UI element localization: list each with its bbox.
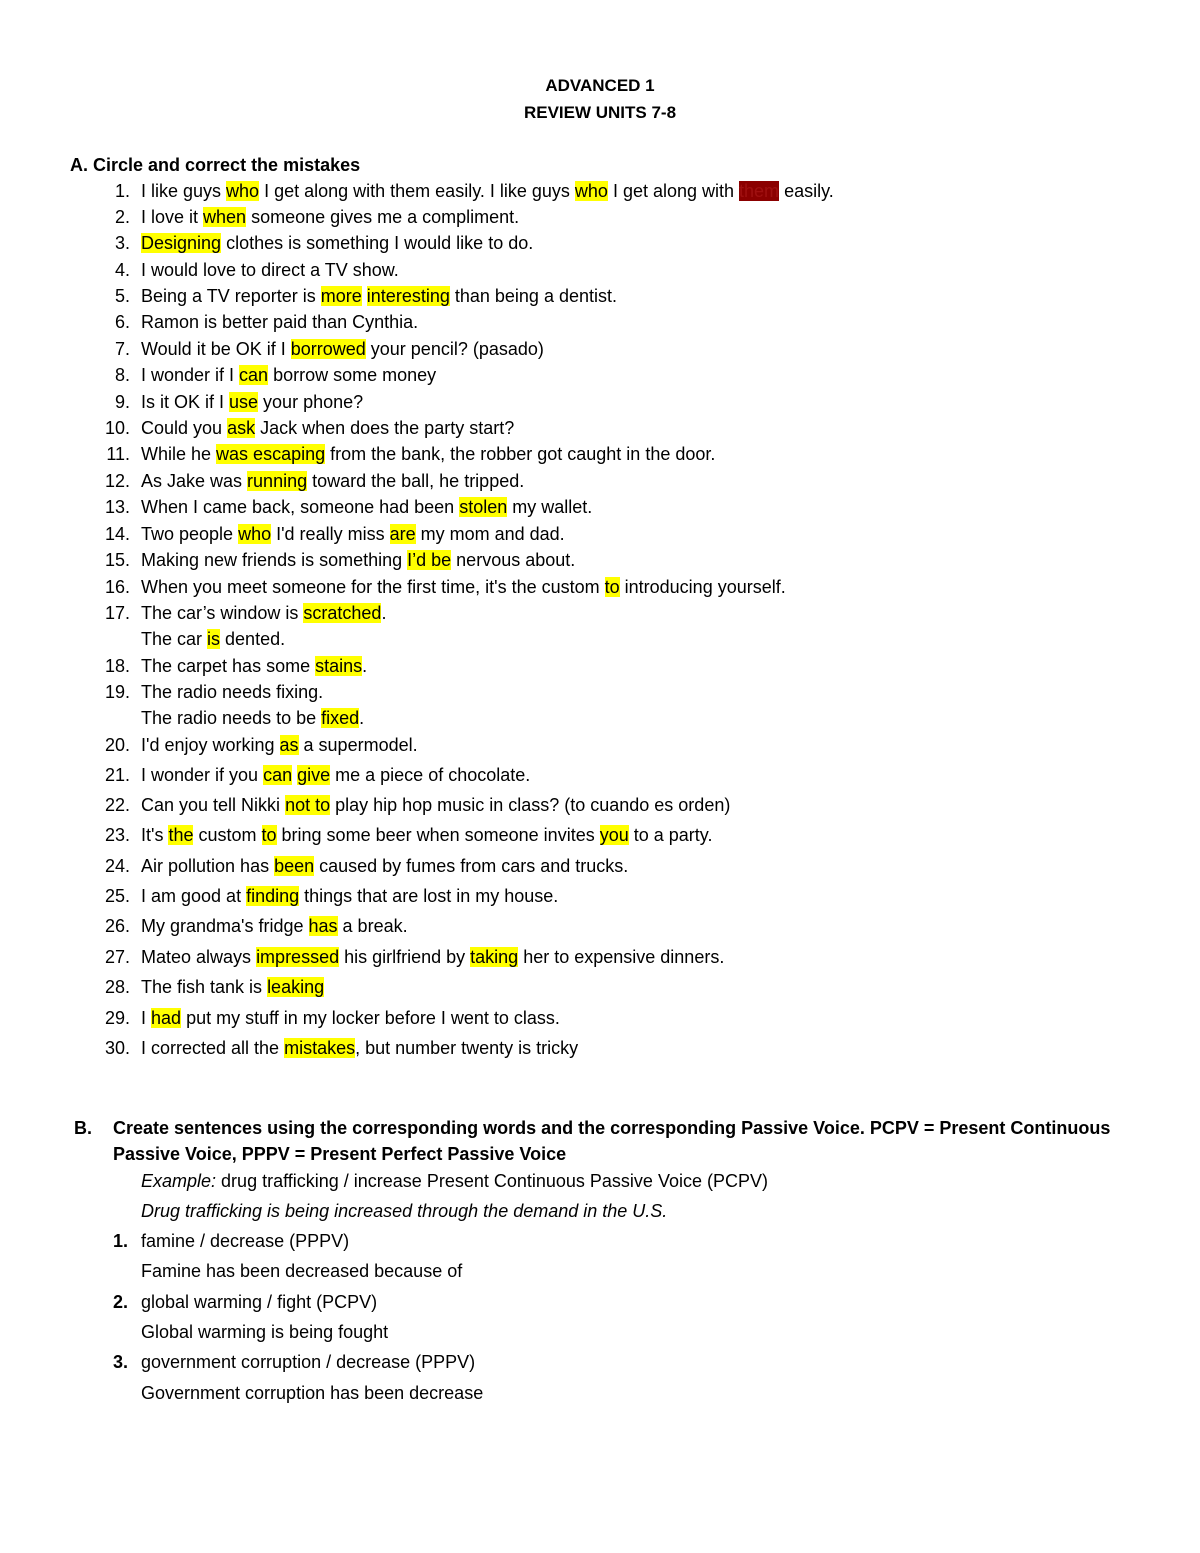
highlighted-text: use — [229, 392, 259, 412]
highlighted-text: was escaping — [216, 444, 326, 464]
plain-text: put my stuff in my locker before I went to class. — [181, 1008, 560, 1028]
highlighted-text: as — [279, 735, 299, 755]
highlighted-text: more — [320, 286, 362, 306]
plain-text: While he — [141, 444, 217, 464]
list-item — [0, 575, 1200, 599]
plain-text: I am good at — [141, 886, 247, 906]
exercise-answer: Global warming is being fought — [141, 1322, 389, 1342]
plain-text: Making new friends is something — [141, 550, 408, 570]
item-number: 1. — [114, 181, 130, 201]
item-text — [141, 575, 786, 599]
item-text — [141, 205, 519, 229]
item-text — [141, 469, 524, 493]
item-text — [141, 390, 363, 414]
list-item — [0, 763, 1200, 787]
item-number: 4. — [114, 260, 130, 280]
item-number: 9. — [114, 392, 130, 412]
plain-text: . — [362, 656, 368, 676]
item-text — [141, 854, 628, 878]
example-label: Example: — [141, 1171, 217, 1191]
item-number: 3. — [112, 1352, 128, 1372]
highlighted-text: who — [238, 524, 272, 544]
list-item — [0, 884, 1200, 908]
list-item — [0, 258, 1200, 282]
item-text — [141, 548, 575, 572]
highlighted-text: Designing — [141, 233, 222, 253]
item-text — [141, 416, 514, 440]
item-number: 3. — [114, 233, 130, 253]
plain-text: Can you tell Nikki — [141, 795, 286, 815]
plain-text: his girlfriend by — [339, 947, 471, 967]
example-answer: Drug trafficking is being increased through the demand in the U.S. — [141, 1201, 668, 1221]
item-text — [141, 258, 399, 282]
list-item — [0, 205, 1200, 229]
highlighted-text: borrowed — [290, 339, 366, 359]
highlighted-text: give — [297, 765, 331, 785]
plain-text: Jack when does the party start? — [255, 418, 515, 438]
exercise-answer-row — [0, 1320, 1200, 1344]
highlighted-text: had — [151, 1008, 182, 1028]
highlighted-text: to — [604, 577, 620, 597]
plain-text: me a piece of chocolate. — [330, 765, 531, 785]
plain-text: toward the ball, he tripped. — [307, 471, 525, 491]
list-item — [0, 654, 1200, 678]
example-prompt-line — [141, 1169, 768, 1193]
item-text — [141, 337, 544, 361]
item-number: 17. — [104, 603, 130, 623]
item-number: 2. — [114, 207, 130, 227]
highlighted-text: stolen — [459, 497, 508, 517]
exercise-answer-row — [0, 1259, 1200, 1283]
plain-text: Ramon is better paid than Cynthia. — [141, 312, 419, 332]
exercise-item — [0, 1229, 1200, 1253]
item-number: 6. — [114, 312, 130, 332]
plain-text: I get along with — [607, 181, 740, 201]
plain-text: I'd really miss — [271, 524, 390, 544]
item-text — [141, 706, 364, 730]
item-number: 25. — [104, 886, 130, 906]
item-text — [141, 179, 834, 203]
plain-text: custom — [193, 825, 262, 845]
item-number: 5. — [114, 286, 130, 306]
highlighted-text: can — [263, 765, 293, 785]
list-item — [0, 975, 1200, 999]
plain-text: your phone? — [258, 392, 364, 412]
section-b-heading-line1: Create sentences using the corresponding words and the corresponding Passive Voice. PCPV = Present Continuous — [113, 1118, 1111, 1138]
item-text — [141, 601, 386, 625]
list-item — [0, 363, 1200, 387]
plain-text: As Jake was — [141, 471, 248, 491]
item-number: 8. — [114, 365, 130, 385]
section-a-heading: A. Circle and correct the mistakes — [70, 155, 361, 175]
plain-text: , but number twenty is tricky — [355, 1038, 579, 1058]
plain-text: borrow some money — [268, 365, 437, 385]
item-text — [141, 1006, 560, 1030]
item-number: 2. — [112, 1292, 128, 1312]
highlighted-text: who — [226, 181, 260, 201]
item-number: 19. — [104, 682, 130, 702]
list-item — [0, 854, 1200, 878]
plain-text: I corrected all the — [141, 1038, 285, 1058]
plain-text: a break. — [337, 916, 408, 936]
list-item — [0, 601, 1200, 625]
item-number: 27. — [104, 947, 130, 967]
item-text — [141, 680, 323, 704]
item-text — [141, 495, 592, 519]
list-item — [0, 310, 1200, 334]
plain-text: The carpet has some — [141, 656, 316, 676]
plain-text: your pencil? (pasado) — [365, 339, 544, 359]
list-item — [0, 627, 1200, 651]
item-number: 15. — [104, 550, 130, 570]
item-text — [141, 975, 324, 999]
item-text — [141, 733, 418, 757]
plain-text: her to expensive dinners. — [518, 947, 725, 967]
plain-text: I love it — [141, 207, 204, 227]
plain-text: play hip hop music in class? (to cuando es orden) — [330, 795, 731, 815]
highlighted-text: running — [247, 471, 308, 491]
list-item — [0, 231, 1200, 255]
highlighted-text: when — [203, 207, 247, 227]
item-text — [141, 884, 558, 908]
list-item — [0, 284, 1200, 308]
list-item — [0, 416, 1200, 440]
item-text — [141, 284, 617, 308]
highlighted-text: fixed — [321, 708, 360, 728]
item-number: 14. — [104, 524, 130, 544]
item-text — [141, 763, 530, 787]
section-b-heading-line2: Passive Voice, PPPV = Present Perfect Passive Voice — [113, 1144, 567, 1164]
highlighted-text: to — [261, 825, 277, 845]
exercise-answer: Government corruption has been decrease — [141, 1383, 484, 1403]
plain-text: than being a dentist. — [449, 286, 617, 306]
list-item — [0, 179, 1200, 203]
plain-text: I like guys — [141, 181, 227, 201]
item-text — [141, 522, 565, 546]
item-text — [141, 914, 408, 938]
document-title: ADVANCED 1 — [545, 76, 655, 95]
item-number: 11. — [106, 444, 130, 464]
plain-text: Two people — [141, 524, 239, 544]
plain-text: The fish tank is — [141, 977, 268, 997]
list-item — [0, 914, 1200, 938]
plain-text: . — [359, 708, 365, 728]
plain-text: introducing yourself. — [619, 577, 786, 597]
item-number: 7. — [114, 339, 130, 359]
list-item — [0, 680, 1200, 704]
list-item — [0, 548, 1200, 572]
highlighted-text: the — [168, 825, 194, 845]
item-text — [141, 310, 418, 334]
plain-text: bring some beer when someone invites — [276, 825, 600, 845]
item-number: 16. — [104, 577, 130, 597]
highlighted-text: I’d be — [407, 550, 452, 570]
plain-text: . — [381, 603, 387, 623]
item-text — [141, 442, 715, 466]
exercise-item — [0, 1350, 1200, 1374]
plain-text: It's — [141, 825, 169, 845]
plain-text: Air pollution has — [141, 856, 275, 876]
list-item — [0, 733, 1200, 757]
item-number: 12. — [104, 471, 130, 491]
highlighted-text: has — [308, 916, 338, 936]
list-item — [0, 793, 1200, 817]
list-item — [0, 337, 1200, 361]
item-text — [141, 627, 285, 651]
highlighted-text: impressed — [256, 947, 340, 967]
plain-text: nervous about. — [451, 550, 576, 570]
item-number: 22. — [104, 795, 130, 815]
section-b-letter: B. — [74, 1118, 92, 1138]
exercise-answer: Famine has been decreased because of — [141, 1261, 463, 1281]
list-item — [0, 1036, 1200, 1060]
plain-text: dented. — [220, 629, 286, 649]
marked-error-text: them — [739, 181, 780, 201]
list-item — [0, 495, 1200, 519]
exercise-answer-row — [0, 1381, 1200, 1405]
plain-text: I get along with them easily. I like guys — [259, 181, 575, 201]
highlighted-text: mistakes — [284, 1038, 356, 1058]
highlighted-text: finding — [246, 886, 300, 906]
list-item — [0, 522, 1200, 546]
highlighted-text: who — [574, 181, 608, 201]
item-text — [141, 1036, 578, 1060]
item-number: 26. — [104, 916, 130, 936]
plain-text: caused by fumes from cars and trucks. — [314, 856, 629, 876]
plain-text: things that are lost in my house. — [299, 886, 559, 906]
highlighted-text: are — [389, 524, 416, 544]
item-text — [141, 231, 533, 255]
plain-text: a supermodel. — [298, 735, 418, 755]
plain-text: When you meet someone for the first time, it's the custom — [141, 577, 605, 597]
item-text — [141, 945, 724, 969]
item-number: 24. — [104, 856, 130, 876]
plain-text: The radio needs fixing. — [141, 682, 324, 702]
plain-text: someone gives me a compliment. — [246, 207, 520, 227]
document-subtitle: REVIEW UNITS 7-8 — [523, 103, 677, 122]
exercise-prompt: famine / decrease (PPPV) — [141, 1231, 350, 1251]
exercise-prompt: global warming / fight (PCPV) — [141, 1292, 378, 1312]
plain-text: I wonder if I — [141, 365, 240, 385]
highlighted-text: leaking — [267, 977, 325, 997]
list-item — [0, 823, 1200, 847]
highlighted-text: is — [207, 629, 221, 649]
item-number: 23. — [104, 825, 130, 845]
item-number: 20. — [104, 735, 130, 755]
plain-text: Mateo always — [141, 947, 257, 967]
plain-text: clothes is something I would like to do. — [221, 233, 534, 253]
highlighted-text: scratched — [303, 603, 382, 623]
highlighted-text: stains — [315, 656, 363, 676]
exercise-item — [0, 1290, 1200, 1314]
plain-text: my mom and dad. — [415, 524, 565, 544]
list-item — [0, 469, 1200, 493]
item-text — [141, 823, 712, 847]
plain-text: I — [141, 1008, 152, 1028]
plain-text: my wallet. — [507, 497, 593, 517]
plain-text: Would it be OK if I — [141, 339, 291, 359]
item-text — [141, 793, 730, 817]
highlighted-text: can — [239, 365, 269, 385]
item-number: 28. — [104, 977, 130, 997]
list-item — [0, 1006, 1200, 1030]
plain-text: Being a TV reporter is — [141, 286, 321, 306]
list-item — [0, 442, 1200, 466]
highlighted-text: been — [274, 856, 315, 876]
plain-text: easily. — [779, 181, 834, 201]
plain-text: to a party. — [628, 825, 713, 845]
item-number: 29. — [104, 1008, 130, 1028]
example-prompt: drug trafficking / increase Present Continuous Passive Voice (PCPV) — [216, 1171, 768, 1191]
item-number: 10. — [104, 418, 130, 438]
list-item — [0, 945, 1200, 969]
highlighted-text: you — [599, 825, 629, 845]
item-number: 21. — [104, 765, 130, 785]
item-number: 13. — [104, 497, 130, 517]
plain-text: Could you — [141, 418, 228, 438]
exercise-prompt: government corruption / decrease (PPPV) — [141, 1352, 476, 1372]
list-item — [0, 390, 1200, 414]
item-number: 18. — [104, 656, 130, 676]
item-number: 30. — [104, 1038, 130, 1058]
plain-text: The car — [141, 629, 208, 649]
plain-text: I would love to direct a TV show. — [141, 260, 399, 280]
plain-text: I'd enjoy working — [141, 735, 280, 755]
plain-text: When I came back, someone had been — [141, 497, 460, 517]
highlighted-text: interesting — [366, 286, 450, 306]
plain-text: The radio needs to be — [141, 708, 322, 728]
highlighted-text: taking — [470, 947, 519, 967]
highlighted-text: not to — [285, 795, 331, 815]
item-text — [141, 363, 436, 387]
plain-text: I wonder if you — [141, 765, 264, 785]
plain-text: The car’s window is — [141, 603, 304, 623]
highlighted-text: ask — [227, 418, 256, 438]
list-item — [0, 706, 1200, 730]
item-number: 1. — [112, 1231, 128, 1251]
plain-text: My grandma's fridge — [141, 916, 309, 936]
plain-text: from the bank, the robber got caught in the door. — [325, 444, 716, 464]
plain-text: Is it OK if I — [141, 392, 230, 412]
item-text — [141, 654, 367, 678]
